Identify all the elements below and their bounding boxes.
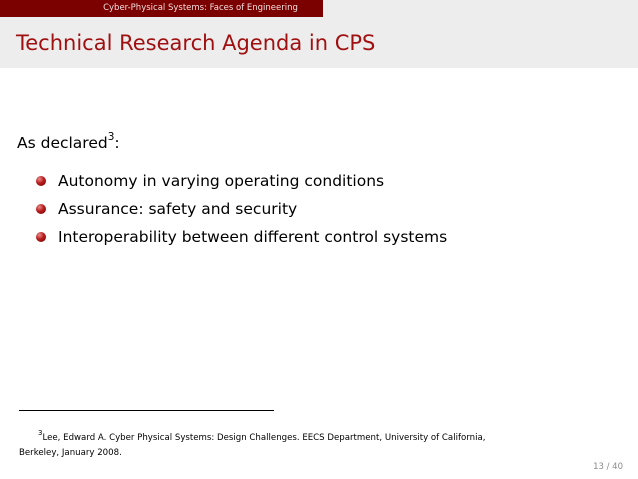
- footnote-divider: [19, 410, 274, 411]
- footnote-reference[interactable]: 3: [107, 130, 115, 143]
- bullet-text: Interoperability between different control systems: [58, 228, 448, 246]
- bullet-icon: [36, 204, 46, 214]
- intro-statement: [17, 132, 120, 154]
- footnote-line-1: [19, 431, 619, 446]
- header-bar: [0, 0, 638, 17]
- section-title: Cyber-Physical Systems: Faces of Engineering: [103, 3, 298, 13]
- frame-title: Technical Research Agenda in CPS: [16, 31, 376, 55]
- bullet-text: Autonomy in varying operating conditions: [58, 172, 385, 190]
- bullet-icon: [36, 176, 46, 186]
- footnote-line-2: Berkeley, January 2008.: [19, 448, 122, 458]
- section-navigation-link[interactable]: [0, 0, 323, 17]
- intro-suffix: :: [114, 134, 120, 152]
- page-number: 13 / 40: [593, 462, 623, 472]
- intro-text: As declared: [17, 134, 108, 152]
- bullet-text: Assurance: safety and security: [58, 200, 298, 218]
- bullet-icon: [36, 232, 46, 242]
- footnote: [19, 431, 619, 461]
- footnote-text-1: Lee, Edward A. Cyber Physical Systems: Design Challenges. EECS Department, University of California,: [42, 433, 486, 443]
- footnote-mark: 3: [38, 429, 43, 438]
